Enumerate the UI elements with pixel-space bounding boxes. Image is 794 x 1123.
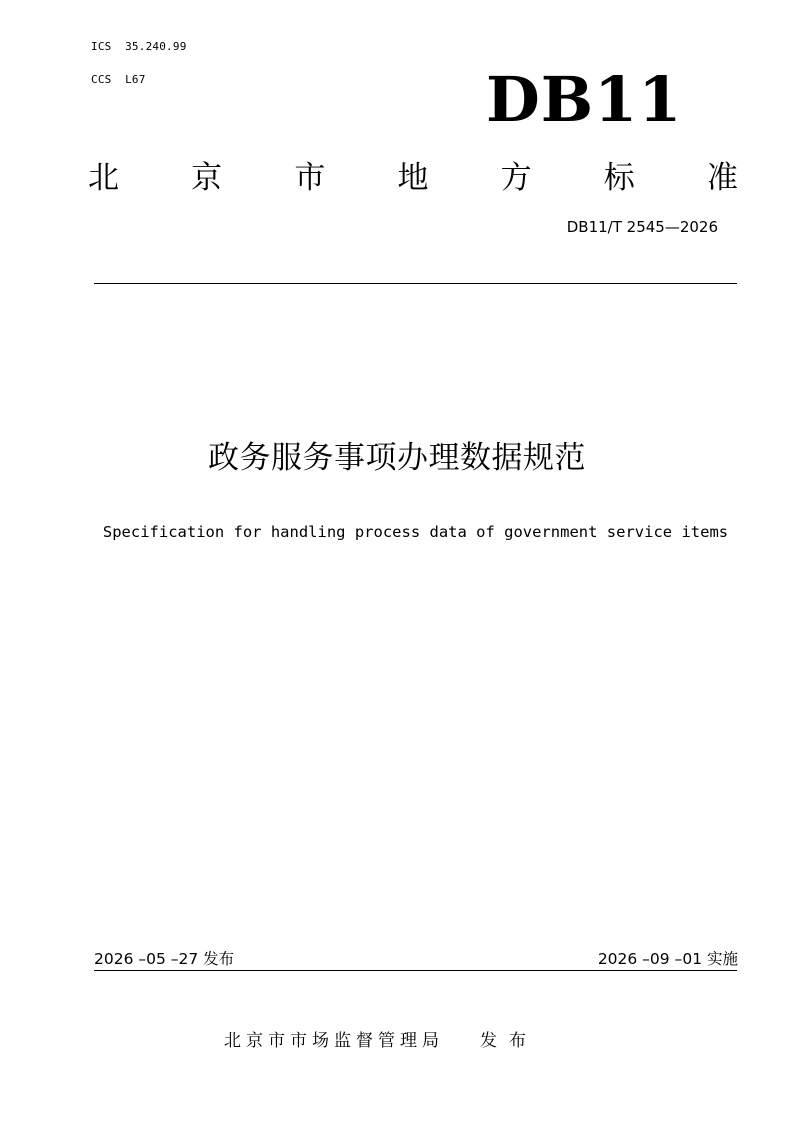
ccs-code: CCS L67 — [91, 73, 146, 86]
standard-title-char: 地 — [397, 159, 429, 196]
issuer-line — [224, 1026, 538, 1051]
standard-title-char: 方 — [500, 159, 532, 196]
standard-title-char: 标 — [603, 159, 635, 196]
standard-title-char: 京 — [191, 159, 223, 196]
publish-date: 2026 –05 –27 发布 — [94, 950, 235, 968]
footer-divider — [94, 970, 737, 971]
issue-action: 发布 — [480, 1031, 538, 1051]
implementation-date: 2026 –09 –01 实施 — [597, 950, 738, 968]
document-title-chinese: 政务服务事项办理数据规范 — [208, 440, 586, 476]
issuing-authority: 北京市市场监督管理局 — [224, 1031, 444, 1051]
standard-title-char: 北 — [88, 159, 119, 196]
document-title-english: Specification for handling process data of government service items — [102, 523, 729, 541]
header-divider — [94, 283, 737, 284]
standard-title-char: 准 — [706, 159, 738, 196]
standard-title-char: 市 — [294, 159, 326, 196]
ics-code: ICS 35.240.99 — [91, 40, 187, 53]
standard-type-title — [88, 152, 738, 196]
db11-logo: DB11 — [486, 63, 683, 136]
standard-number: DB11/T 2545—2026 — [566, 218, 718, 236]
